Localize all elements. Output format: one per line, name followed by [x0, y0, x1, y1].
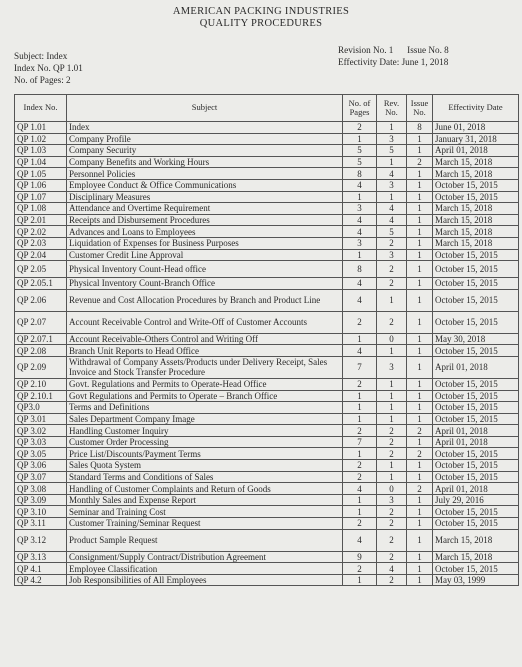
revision-no: Revision No. 1 [338, 45, 394, 55]
cell-issue: 1 [407, 529, 433, 551]
cell-rev: 2 [377, 311, 407, 333]
cell-subject: Employee Classification [67, 563, 343, 575]
table-row [15, 402, 519, 414]
cell-rev: 1 [377, 378, 407, 390]
cell-index: QP 1.06 [15, 179, 67, 191]
cell-rev: 3 [377, 249, 407, 261]
cell-date: October 15, 2015 [433, 191, 519, 203]
cell-issue: 1 [407, 494, 433, 506]
cell-issue: 1 [407, 345, 433, 357]
cell-date: October 15, 2015 [433, 179, 519, 191]
col-header-date: Effectivity Date [433, 95, 519, 122]
cell-index: QP 2.04 [15, 249, 67, 261]
cell-pages: 4 [343, 278, 377, 290]
cell-date: October 15, 2015 [433, 390, 519, 402]
cell-date: October 15, 2015 [433, 413, 519, 425]
cell-rev: 5 [377, 145, 407, 157]
table-row [15, 448, 519, 460]
document-title: QUALITY PROCEDURES [199, 18, 323, 29]
cell-pages: 1 [343, 191, 377, 203]
cell-pages: 4 [343, 529, 377, 551]
cell-rev: 1 [377, 402, 407, 414]
cell-index: QP 3.11 [15, 518, 67, 530]
cell-pages: 2 [343, 460, 377, 472]
cell-issue: 2 [407, 483, 433, 495]
cell-pages: 1 [343, 390, 377, 402]
cell-index: QP 1.07 [15, 191, 67, 203]
cell-subject: Company Profile [67, 133, 343, 145]
cell-pages: 2 [343, 518, 377, 530]
cell-pages: 1 [343, 413, 377, 425]
cell-subject: Handling Customer Inquiry [67, 425, 343, 437]
table-row [15, 563, 519, 575]
col-header-index: Index No. [15, 95, 67, 122]
cell-subject: Attendance and Overtime Requirement [67, 203, 343, 215]
cell-date: October 15, 2015 [433, 460, 519, 472]
cell-index: QP 4.2 [15, 574, 67, 586]
cell-date: July 29, 2016 [433, 494, 519, 506]
col-header-issue: Issue No. [407, 95, 433, 122]
cell-issue: 1 [407, 436, 433, 448]
cell-date: October 15, 2015 [433, 402, 519, 414]
cell-index: QP 1.01 [15, 122, 67, 134]
pages-line: No. of Pages: 2 [14, 75, 71, 85]
cell-rev: 2 [377, 574, 407, 586]
cell-pages: 5 [343, 145, 377, 157]
table-row [15, 226, 519, 238]
cell-issue: 1 [407, 574, 433, 586]
cell-index: QP 3.09 [15, 494, 67, 506]
cell-date: October 15, 2015 [433, 278, 519, 290]
cell-subject: Customer Training/Seminar Request [67, 518, 343, 530]
table-row [15, 356, 519, 378]
cell-date: March 15, 2018 [433, 156, 519, 168]
cell-index: QP 3.03 [15, 436, 67, 448]
cell-index: QP 2.08 [15, 345, 67, 357]
cell-subject: Monthly Sales and Expense Report [67, 494, 343, 506]
cell-issue: 2 [407, 425, 433, 437]
company-name: AMERICAN PACKING INDUSTRIES [172, 6, 350, 17]
cell-index: QP 2.10.1 [15, 390, 67, 402]
cell-subject: Govt. Regulations and Permits to Operate-Head Office [67, 378, 343, 390]
cell-pages: 1 [343, 249, 377, 261]
cell-issue: 1 [407, 226, 433, 238]
cell-index: QP 3.13 [15, 551, 67, 563]
cell-rev: 1 [377, 471, 407, 483]
table-row [15, 249, 519, 261]
cell-index: QP 3.08 [15, 483, 67, 495]
cell-index: QP 3.12 [15, 529, 67, 551]
cell-pages: 8 [343, 261, 377, 278]
table-row [15, 551, 519, 563]
table-row [15, 506, 519, 518]
cell-date: October 15, 2015 [433, 311, 519, 333]
cell-pages: 4 [343, 289, 377, 311]
cell-issue: 1 [407, 237, 433, 249]
cell-pages: 3 [343, 237, 377, 249]
cell-subject: Employee Conduct & Office Communications [67, 179, 343, 191]
cell-subject: Consignment/Supply Contract/Distribution Agreement [67, 551, 343, 563]
cell-index: QP 3.10 [15, 506, 67, 518]
cell-pages: 4 [343, 179, 377, 191]
cell-pages: 9 [343, 551, 377, 563]
cell-rev: 2 [377, 518, 407, 530]
cell-rev: 3 [377, 356, 407, 378]
cell-pages: 1 [343, 506, 377, 518]
cell-date: March 15, 2018 [433, 214, 519, 226]
cell-date: January 31, 2018 [433, 133, 519, 145]
cell-index: QP 1.05 [15, 168, 67, 180]
cell-index: QP 3.06 [15, 460, 67, 472]
table-row [15, 278, 519, 290]
cell-index: QP 1.04 [15, 156, 67, 168]
table-row [15, 156, 519, 168]
cell-index: QP 3.01 [15, 413, 67, 425]
cell-pages: 2 [343, 425, 377, 437]
cell-issue: 1 [407, 249, 433, 261]
table-row [15, 483, 519, 495]
cell-subject: Account Receivable-Others Control and Writing Off [67, 333, 343, 345]
cell-subject: Govt Regulations and Permits to Operate – Branch Office [67, 390, 343, 402]
cell-issue: 1 [407, 333, 433, 345]
table-row [15, 237, 519, 249]
cell-issue: 2 [407, 448, 433, 460]
cell-date: May 03, 1999 [433, 574, 519, 586]
table-row [15, 574, 519, 586]
cell-issue: 1 [407, 179, 433, 191]
table-row [15, 179, 519, 191]
effectivity-line: Effectivity Date: June 1, 2018 [338, 57, 449, 67]
cell-pages: 4 [343, 214, 377, 226]
cell-issue: 1 [407, 460, 433, 472]
cell-pages: 1 [343, 494, 377, 506]
cell-pages: 1 [343, 333, 377, 345]
cell-subject: Personnel Policies [67, 168, 343, 180]
cell-date: October 15, 2015 [433, 448, 519, 460]
cell-index: QP3.0 [15, 402, 67, 414]
cell-rev: 3 [377, 494, 407, 506]
table-row [15, 311, 519, 333]
cell-rev: 2 [377, 529, 407, 551]
cell-issue: 1 [407, 289, 433, 311]
table-row [15, 471, 519, 483]
cell-issue: 1 [407, 563, 433, 575]
cell-index: QP 1.02 [15, 133, 67, 145]
table-row [15, 529, 519, 551]
cell-pages: 5 [343, 156, 377, 168]
index-no-line: Index No. QP 1.01 [14, 63, 83, 73]
cell-subject: Physical Inventory Count-Branch Office [67, 278, 343, 290]
cell-subject: Advances and Loans to Employees [67, 226, 343, 238]
table-row [15, 460, 519, 472]
cell-date: April 01, 2018 [433, 356, 519, 378]
cell-date: October 15, 2015 [433, 506, 519, 518]
cell-index: QP 1.03 [15, 145, 67, 157]
cell-index: QP 2.07.1 [15, 333, 67, 345]
cell-date: March 15, 2018 [433, 226, 519, 238]
revision-issue-line [338, 44, 449, 56]
cell-subject: Physical Inventory Count-Head office [67, 261, 343, 278]
cell-date: April 01, 2018 [433, 483, 519, 495]
cell-rev: 1 [377, 289, 407, 311]
table-row [15, 378, 519, 390]
cell-rev: 3 [377, 179, 407, 191]
cell-issue: 8 [407, 122, 433, 134]
cell-subject: Branch Unit Reports to Head Office [67, 345, 343, 357]
cell-subject: Index [67, 122, 343, 134]
cell-rev: 0 [377, 483, 407, 495]
cell-pages: 3 [343, 203, 377, 215]
cell-issue: 1 [407, 278, 433, 290]
cell-rev: 4 [377, 168, 407, 180]
cell-rev: 5 [377, 226, 407, 238]
table-row [15, 333, 519, 345]
cell-index: QP 2.05 [15, 261, 67, 278]
cell-index: QP 2.02 [15, 226, 67, 238]
cell-subject: Price List/Discounts/Payment Terms [67, 448, 343, 460]
cell-date: April 01, 2018 [433, 425, 519, 437]
cell-rev: 2 [377, 237, 407, 249]
cell-rev: 1 [377, 156, 407, 168]
cell-index: QP 2.05.1 [15, 278, 67, 290]
table-row [15, 133, 519, 145]
cell-pages: 7 [343, 356, 377, 378]
cell-subject: Customer Credit Line Approval [67, 249, 343, 261]
cell-date: October 15, 2015 [433, 249, 519, 261]
table-row [15, 345, 519, 357]
cell-rev: 3 [377, 133, 407, 145]
cell-issue: 1 [407, 133, 433, 145]
cell-index: QP 1.08 [15, 203, 67, 215]
cell-index: QP 2.06 [15, 289, 67, 311]
cell-rev: 4 [377, 214, 407, 226]
cell-subject: Seminar and Training Cost [67, 506, 343, 518]
cell-subject: Product Sample Request [67, 529, 343, 551]
cell-rev: 1 [377, 345, 407, 357]
cell-issue: 1 [407, 261, 433, 278]
table-row [15, 413, 519, 425]
cell-pages: 1 [343, 448, 377, 460]
cell-index: QP 3.07 [15, 471, 67, 483]
cell-pages: 1 [343, 133, 377, 145]
cell-pages: 2 [343, 378, 377, 390]
cell-index: QP 2.01 [15, 214, 67, 226]
col-header-pages: No. of Pages [343, 95, 377, 122]
cell-rev: 2 [377, 551, 407, 563]
table-row [15, 390, 519, 402]
cell-subject: Sales Department Company Image [67, 413, 343, 425]
cell-rev: 1 [377, 191, 407, 203]
cell-subject: Handling of Customer Complaints and Return of Goods [67, 483, 343, 495]
cell-pages: 4 [343, 226, 377, 238]
cell-index: QP 2.07 [15, 311, 67, 333]
cell-rev: 4 [377, 203, 407, 215]
cell-pages: 1 [343, 574, 377, 586]
cell-subject: Standard Terms and Conditions of Sales [67, 471, 343, 483]
cell-subject: Disciplinary Measures [67, 191, 343, 203]
cell-date: October 15, 2015 [433, 261, 519, 278]
cell-pages: 2 [343, 471, 377, 483]
cell-index: QP 4.1 [15, 563, 67, 575]
table-row [15, 494, 519, 506]
cell-rev: 1 [377, 390, 407, 402]
cell-date: April 01, 2018 [433, 436, 519, 448]
table-body [15, 122, 519, 586]
cell-pages: 2 [343, 122, 377, 134]
meta-right [338, 44, 449, 68]
cell-date: October 15, 2015 [433, 471, 519, 483]
table-row [15, 214, 519, 226]
cell-issue: 1 [407, 168, 433, 180]
cell-issue: 1 [407, 402, 433, 414]
table-row [15, 289, 519, 311]
cell-issue: 2 [407, 156, 433, 168]
cell-index: QP 2.03 [15, 237, 67, 249]
cell-date: May 30, 2018 [433, 333, 519, 345]
table-row [15, 425, 519, 437]
cell-rev: 2 [377, 425, 407, 437]
cell-issue: 1 [407, 378, 433, 390]
cell-subject: Terms and Definitions [67, 402, 343, 414]
table-row [15, 168, 519, 180]
cell-rev: 2 [377, 506, 407, 518]
table-row [15, 518, 519, 530]
cell-date: March 15, 2018 [433, 529, 519, 551]
cell-rev: 1 [377, 413, 407, 425]
cell-rev: 2 [377, 448, 407, 460]
table-row [15, 145, 519, 157]
cell-pages: 2 [343, 563, 377, 575]
cell-date: October 15, 2015 [433, 518, 519, 530]
cell-pages: 8 [343, 168, 377, 180]
cell-rev: 4 [377, 563, 407, 575]
cell-rev: 0 [377, 333, 407, 345]
cell-index: QP 2.10 [15, 378, 67, 390]
cell-index: QP 3.05 [15, 448, 67, 460]
issue-no: Issue No. 8 [407, 45, 449, 55]
col-header-subject: Subject [67, 95, 343, 122]
cell-rev: 2 [377, 261, 407, 278]
meta-left [14, 50, 83, 86]
cell-rev: 2 [377, 436, 407, 448]
cell-pages: 4 [343, 345, 377, 357]
cell-subject: Sales Quota System [67, 460, 343, 472]
cell-issue: 1 [407, 471, 433, 483]
cell-issue: 1 [407, 551, 433, 563]
cell-date: October 15, 2015 [433, 289, 519, 311]
cell-subject: Account Receivable Control and Write-Off of Customer Accounts [67, 311, 343, 333]
cell-issue: 1 [407, 203, 433, 215]
cell-date: October 15, 2015 [433, 345, 519, 357]
cell-date: April 01, 2018 [433, 145, 519, 157]
cell-date: March 15, 2018 [433, 203, 519, 215]
cell-pages: 7 [343, 436, 377, 448]
table-row [15, 203, 519, 215]
cell-pages: 1 [343, 402, 377, 414]
cell-issue: 1 [407, 311, 433, 333]
cell-subject: Company Benefits and Working Hours [67, 156, 343, 168]
cell-issue: 1 [407, 413, 433, 425]
cell-pages: 4 [343, 483, 377, 495]
cell-date: March 15, 2018 [433, 551, 519, 563]
cell-subject: Liquidation of Expenses for Business Purposes [67, 237, 343, 249]
cell-index: QP 3.02 [15, 425, 67, 437]
cell-rev: 1 [377, 460, 407, 472]
procedures-table [14, 94, 519, 586]
subject-line: Subject: Index [14, 51, 68, 61]
cell-subject: Receipts and Disbursement Procedures [67, 214, 343, 226]
cell-issue: 1 [407, 191, 433, 203]
cell-rev: 1 [377, 122, 407, 134]
cell-issue: 1 [407, 214, 433, 226]
cell-pages: 2 [343, 311, 377, 333]
cell-subject: Company Security [67, 145, 343, 157]
table-row [15, 122, 519, 134]
table-row [15, 261, 519, 278]
cell-issue: 1 [407, 356, 433, 378]
cell-rev: 2 [377, 278, 407, 290]
cell-issue: 1 [407, 506, 433, 518]
table-row [15, 436, 519, 448]
cell-issue: 1 [407, 518, 433, 530]
table-row [15, 191, 519, 203]
table-header-row [15, 95, 519, 122]
cell-issue: 1 [407, 145, 433, 157]
cell-subject: Customer Order Processing [67, 436, 343, 448]
cell-subject: Revenue and Cost Allocation Procedures by Branch and Product Line [67, 289, 343, 311]
col-header-rev: Rev. No. [377, 95, 407, 122]
cell-date: June 01, 2018 [433, 122, 519, 134]
cell-date: October 15, 2015 [433, 563, 519, 575]
cell-date: March 15, 2018 [433, 168, 519, 180]
cell-issue: 1 [407, 390, 433, 402]
cell-date: October 15, 2015 [433, 378, 519, 390]
cell-index: QP 2.09 [15, 356, 67, 378]
cell-date: March 15, 2018 [433, 237, 519, 249]
cell-subject: Withdrawal of Company Assets/Products under Delivery Receipt, Sales Invoice and Stock Transfer Procedure [67, 356, 343, 378]
cell-subject: Job Responsibilities of All Employees [67, 574, 343, 586]
